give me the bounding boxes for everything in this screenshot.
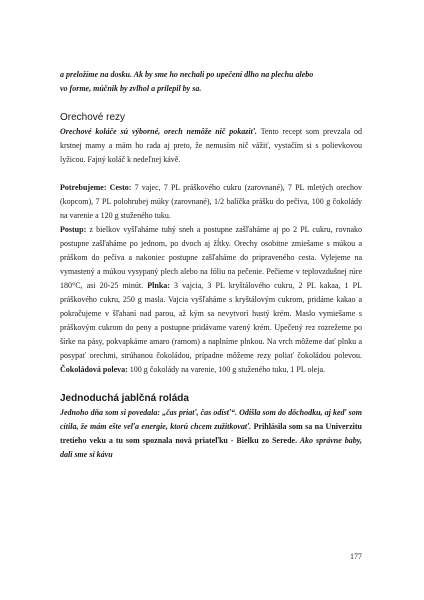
page-number: 177 — [350, 552, 362, 561]
intro-line-1: a preložíme na dosku. Ak by sme ho nechali po upečení dlho na plechu alebo — [60, 70, 314, 79]
procedure-label: Postup: — [60, 225, 87, 234]
section1-quote-rest: Tento recept som prevzala od krstnej mamy a mám ho rada aj preto, že nemusím nič vážiť, vystačím si s polievkovou lyžicou. Fajný koláč k nedeľnej kávě. — [60, 127, 362, 164]
filling-label: Plnka: — [147, 281, 170, 290]
section-title-orechove-rezy: Orechové rezy — [60, 112, 126, 123]
section2-intro-bold: Prihlásila som sa na Univerzitu tretieho veku a tu som spoznala — [60, 422, 362, 445]
filling-text: 3 vajcia, 3 PL kryštálového cukru, 2 PL kakaa, 1 PL práškového cukru, 250 g masla. Vajcia vyšľaháme s kryštálovým cukrom, pridáme kakao a pokračujeme v šľahaní nad parou, až kým sa nevytvorí hustý krém. Maslo vymiešame s práškovým cukrom do peny a postupne pridávame varený krém. Upečený rez rozrežeme po šírke na pásy, pokvapkáme amaro (ramom) a naplníme plnkou. Na vrch môžeme dať plnku a posypať orechmi, strúhanou čokoládou, prípadne môžeme rezy poliať čokoládou polevou. — [60, 281, 363, 360]
section-title-jablcna-rolada: Jednoduchá jablčná roláda — [60, 393, 189, 404]
section2-intro-italic: Jednoho dňa som si povedala: „čas priať, čas odísť“. Odišla som do dôchodku, aj keď som cítila, že mám ešte veľa energie, ktorú chcem zužitkovať. — [60, 408, 362, 431]
intro-paragraph — [60, 68, 362, 96]
section2-intro — [60, 406, 362, 462]
ingredients-text: 7 vajec, 7 PL práškového cukru (zarovnané), 7 PL mletých orechov (kopcom), 7 PL polohrubej múky (zarovnané), 1/2 balíčka prášku do pečiva, 100 g čokolády na varenie a 120 g stuženého tuku. — [60, 183, 362, 220]
glaze-label: Čokoládová poleva: — [60, 365, 128, 374]
section1-quote: Orechové koláče sú výborné, orech nemôže nič pokaziť. — [60, 127, 257, 136]
page-content — [60, 68, 362, 462]
procedure-paragraph — [60, 223, 362, 377]
ingredients-paragraph — [60, 181, 362, 223]
section2-intro-tail-italic: Ako správne baby, dali sme si kávu — [60, 436, 362, 459]
intro-line-2: vo forme, múčnik by zvlhol a prilepil by sa. — [60, 84, 202, 93]
procedure-text: z bielkov vyšľaháme tuhý sneh a postupne zašľaháme aj po 2 PL cukru, rovnako postupne zašľaháme po jednom, po dvoch aj žĺtky. Orechy osobitne zmiešame s múkou a práškom do pečiva a nakoniec postupne zašľaháme do pripraveného cesta. Vylejeme na vymastený a múkou vysypaný plech alebo na fóliu na pečenie. Pečieme v teplovzdušnej rúre 180°C, asi 20-25 minút. — [60, 225, 362, 290]
section1-intro — [60, 125, 362, 167]
ingredients-label: Potrebujeme: Cesto: — [60, 183, 132, 192]
section2-intro-tail-bold: nová priateľku - Bielku zo Serede. — [175, 436, 298, 445]
glaze-text: 100 g čokolády na varenie, 100 g stuženého tuku, 1 PL oleja. — [127, 365, 326, 374]
